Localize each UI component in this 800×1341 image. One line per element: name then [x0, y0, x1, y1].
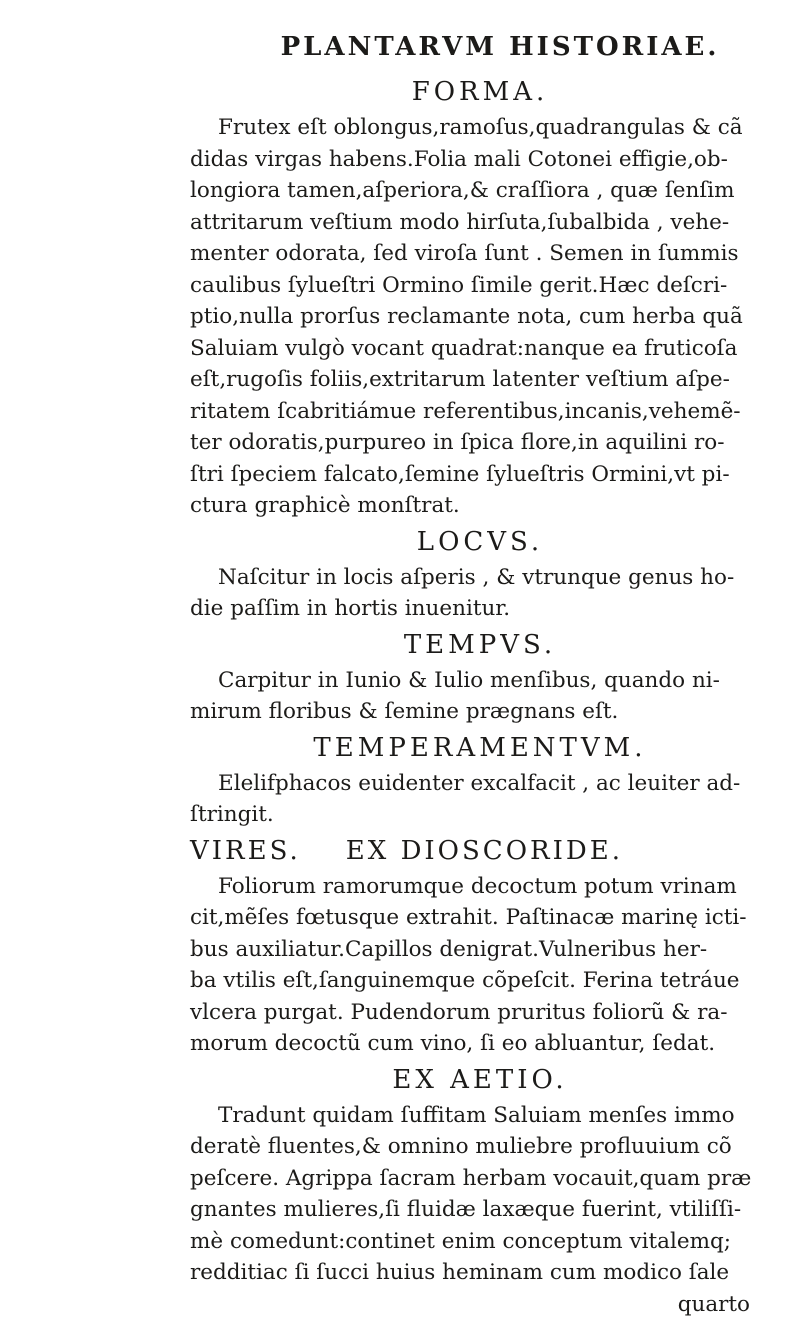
section-heading: LOCVS. [416, 526, 544, 557]
text-line: die paſſim in hortis inuenitur. [190, 596, 511, 621]
text-line: Carpitur in Iunio & Iulio menſibus, quando ni- [218, 667, 720, 693]
text-line: eſt,rugoſis foliis,extritarum latenter veſtium aſpe- [190, 367, 730, 392]
text-line: ſtri ſpeciem falcato,ſemine ſylueſtris Ormini,vt pi- [190, 461, 730, 487]
text-line: ritatem ſcabritiámue referentibus,incanis,vehemẽ- [190, 398, 741, 424]
text-line: vlcera purgat. Pudendorum pruritus foliorũ & ra- [190, 999, 728, 1025]
text-line: ter odoratis,purpureo in ſpica flore,in aquilini ro- [190, 430, 725, 455]
section-tempus [190, 625, 770, 728]
paragraph [190, 1100, 770, 1321]
paragraph [190, 871, 770, 1060]
text-line: Tradunt quidam ſuffitam Saluiam menſes immo [218, 1102, 735, 1128]
page-body [190, 72, 770, 1320]
text-line: mè comedunt:continet enim conceptum vitalemq; [190, 1228, 731, 1254]
section-heading: TEMPERAMENTVM. [313, 732, 647, 763]
text-line: longiora tamen,aſperiora,& craſſiora , quæ ſenſim [190, 178, 735, 203]
text-line: morum decoctũ cum vino, ſi eo abluantur, ſedat. [190, 1031, 716, 1056]
section-vires [190, 831, 770, 1060]
text-line: ba vtilis eſt,ſanguinemque cõpeſcit. Ferina tetráue [190, 968, 740, 993]
section-heading: EX AETIO. [392, 1064, 568, 1095]
text-line: redditiac ſi ſucci huius heminam cum modico ſale [190, 1260, 730, 1285]
text-line: mirum floribus & ſemine prægnans eſt. [190, 699, 619, 724]
text-line: Saluiam vulgò vocant quadrat:nanque ea fruticoſa [190, 335, 738, 361]
catchword: quarto [677, 1291, 750, 1317]
text-line: menter odorata, ſed viroſa ſunt . Semen in ſummis [190, 241, 739, 266]
text-line: ctura graphicè monſtrat. [190, 493, 460, 518]
text-line: bus auxiliatur.Capillos denigrat.Vulneribus her- [190, 936, 708, 962]
paragraph [190, 768, 770, 831]
paragraph [190, 562, 770, 625]
text-line: Elelifphacos euidenter excalfacit , ac leuiter ad- [218, 770, 741, 796]
text-line: caulibus ſylueſtri Ormino ſimile gerit.Hæc deſcri- [190, 272, 728, 298]
section-aetio [190, 1060, 770, 1321]
text-line: cit,mẽſes fœtusque extrahit. Paſtinacæ marinę icti- [190, 905, 747, 930]
paragraph [190, 112, 770, 522]
text-line: didas virgas habens.Folia mali Cotonei effigie,ob- [190, 146, 728, 172]
paragraph [190, 665, 770, 728]
text-line: peſcere. Agrippa ſacram herbam vocauit,quam præ [190, 1165, 752, 1191]
section-temperamentum [190, 728, 770, 831]
text-line: Naſcitur in locis aſperis , & vtrunque genus ho- [218, 564, 735, 590]
section-forma [190, 72, 770, 522]
text-line: Foliorum ramorumque decoctum potum vrinam [218, 873, 737, 899]
section-locus [190, 522, 770, 625]
section-heading: FORMA. [411, 77, 549, 107]
section-heading: VIRES. EX DIOSCORIDE. [190, 835, 623, 866]
text-line: deratè fluentes,& omnino muliebre profluuium cõ [190, 1134, 732, 1159]
text-line: gnantes mulieres,ſi fluidæ laxæque fuerint, vtiliſſi- [190, 1197, 742, 1222]
text-line: ptio,nulla prorſus reclamante nota, cum herba quã [190, 304, 743, 329]
running-head: PLANTARVM HISTORIAE. [280, 32, 720, 62]
text-line: Frutex eſt oblongus,ramoſus,quadrangulas & cã [218, 115, 743, 140]
text-line: attritarum veſtium modo hirſuta,ſubalbida , vehe- [190, 209, 730, 235]
section-heading: TEMPVS. [403, 629, 557, 660]
text-line: ſtringit. [190, 802, 274, 827]
